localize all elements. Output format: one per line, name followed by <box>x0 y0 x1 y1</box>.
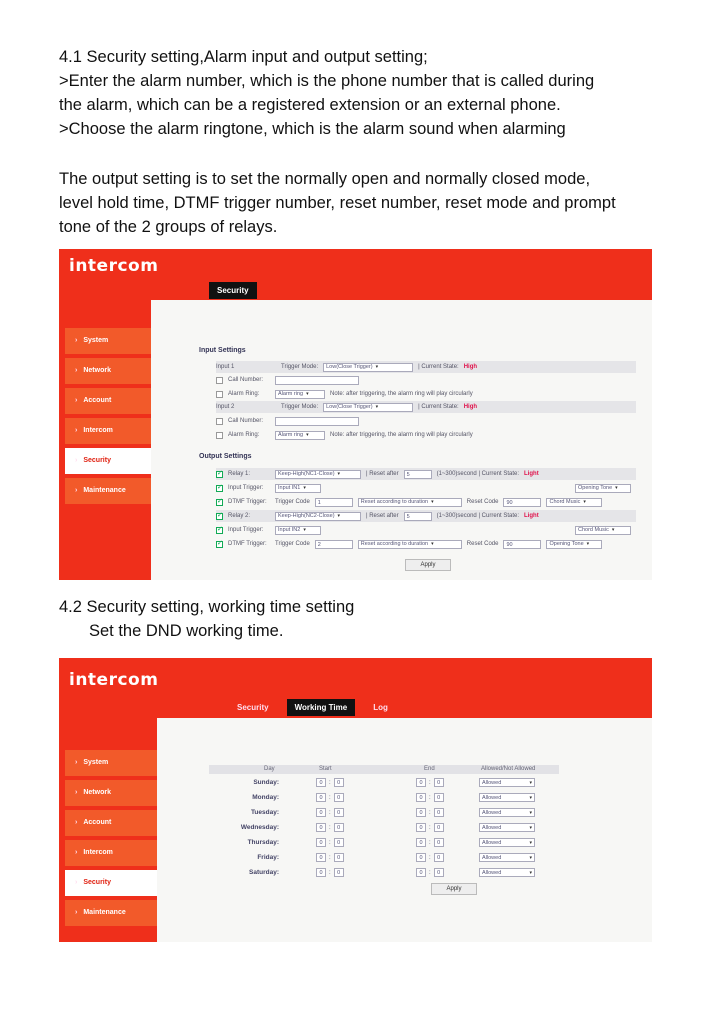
dtmf-trigger-checkbox[interactable] <box>216 499 223 506</box>
tone-select[interactable] <box>575 484 631 493</box>
reset-code-label: Reset Code <box>466 541 499 547</box>
relay1-mode-select[interactable] <box>275 470 361 479</box>
trigger-code-label: Trigger Code <box>275 499 310 505</box>
allowed-select[interactable] <box>479 778 535 787</box>
sidebar-item-intercom[interactable] <box>65 418 151 444</box>
day-row-wednesday <box>209 821 559 835</box>
time-colon: : <box>329 809 331 816</box>
sidebar-item-label: Security <box>83 879 111 886</box>
time-colon: : <box>329 854 331 861</box>
end-hour-input[interactable]: 0 <box>416 778 426 787</box>
alarm-ring-select[interactable] <box>275 431 325 440</box>
end-time <box>416 838 444 847</box>
section-text: Set the DND working time. <box>89 622 284 640</box>
day-row-tuesday <box>209 806 559 820</box>
input1-state: High <box>463 364 478 370</box>
alarm-ring-checkbox[interactable] <box>216 391 223 398</box>
relay2-label: Relay 2: <box>228 513 251 519</box>
time-colon: : <box>429 869 431 876</box>
end-time <box>416 853 444 862</box>
apply-button[interactable]: Apply <box>431 883 477 895</box>
section-4-2-text <box>59 595 679 643</box>
end-time <box>416 808 444 817</box>
start-hour-input[interactable]: 0 <box>316 808 326 817</box>
chevron-down-icon: ▾ <box>529 869 532 876</box>
alarm-note: Note: after triggering, the alarm ring will play circularly <box>330 432 473 438</box>
dtmf-trigger-label: DTMF Trigger: <box>228 499 267 505</box>
top-tabs <box>59 699 652 716</box>
call-number-input[interactable] <box>275 376 359 385</box>
sidebar-item-label: Account <box>83 397 112 404</box>
alarm-ring-value: Alarm ring <box>278 432 304 438</box>
start-time <box>316 838 344 847</box>
allowed-select[interactable] <box>479 838 535 847</box>
relay2-mode-select[interactable] <box>275 512 361 521</box>
allowed-value: Allowed <box>482 869 502 876</box>
start-minute-input[interactable]: 0 <box>334 868 344 877</box>
dtmf-trigger-checkbox[interactable] <box>216 541 223 548</box>
sidebar-item-maintenance[interactable] <box>65 900 157 926</box>
end-hour-input[interactable]: 0 <box>416 823 426 832</box>
day-row-saturday <box>209 866 559 880</box>
text-line: >Enter the alarm number, which is the phone number that is called during <box>59 72 595 90</box>
sidebar-item-label: Maintenance <box>83 909 126 916</box>
current-state-label: | Current State: <box>418 404 459 410</box>
sidebar-item-label: Maintenance <box>83 487 126 494</box>
sidebar-item-network[interactable] <box>65 358 151 384</box>
relay1-mode-value: Keep-High(NC1-Close) <box>278 471 335 477</box>
reset-mode-select[interactable] <box>358 498 462 507</box>
time-colon: : <box>429 809 431 816</box>
reset-mode-select[interactable] <box>358 540 462 549</box>
chevron-right-icon: › <box>75 789 78 796</box>
working-time-header <box>209 765 559 774</box>
chevron-right-icon: › <box>75 337 78 344</box>
end-minute-input[interactable]: 0 <box>434 778 444 787</box>
chevron-down-icon: ▾ <box>303 485 306 491</box>
allowed-value: Allowed <box>482 854 502 861</box>
relay2-input-trigger-row <box>216 524 636 536</box>
day-row-friday <box>209 851 559 865</box>
chevron-down-icon: ▾ <box>306 432 309 438</box>
input-settings-title: Input Settings <box>199 347 246 354</box>
tone-select[interactable] <box>546 498 602 507</box>
relay2-checkbox[interactable] <box>216 513 223 520</box>
day-label: Tuesday: <box>250 809 279 816</box>
input1-call-number-row <box>216 374 636 386</box>
tab-security[interactable]: Security <box>209 282 257 299</box>
dtmf-trigger-label: DTMF Trigger: <box>228 541 267 547</box>
alarm-ring-select[interactable] <box>275 390 325 399</box>
start-time <box>316 823 344 832</box>
start-time <box>316 868 344 877</box>
sidebar-item-label: Account <box>83 819 112 826</box>
chevron-right-icon: › <box>75 487 78 494</box>
time-colon: : <box>429 824 431 831</box>
start-time <box>316 793 344 802</box>
output-setting-text <box>59 167 679 239</box>
input2-alarm-ring-row <box>216 429 636 441</box>
top-tabs <box>59 282 652 299</box>
day-label: Thursday: <box>247 839 279 846</box>
start-time <box>316 853 344 862</box>
section-heading: 4.2 Security setting, working time setting <box>59 598 355 616</box>
chevron-right-icon: › <box>75 457 78 464</box>
input-trigger-label: Input Trigger: <box>228 527 264 533</box>
text-line: level hold time, DTMF trigger number, reset number, reset mode and prompt <box>59 194 616 212</box>
range-label: (1~300)second | Current State: <box>436 471 520 477</box>
start-minute-input[interactable]: 0 <box>334 778 344 787</box>
chevron-down-icon: ▾ <box>337 513 341 519</box>
alarm-ring-label: Alarm Ring: <box>228 391 260 397</box>
reset-code-input[interactable]: 90 <box>503 540 541 549</box>
end-time <box>416 793 444 802</box>
call-number-checkbox[interactable] <box>216 418 223 425</box>
allowed-value: Allowed <box>482 794 502 801</box>
tab-log[interactable]: Log <box>373 703 388 712</box>
sidebar-item-label: Intercom <box>83 427 113 434</box>
start-hour-input[interactable]: 0 <box>316 778 326 787</box>
chevron-right-icon: › <box>75 819 78 826</box>
reset-code-label: Reset Code <box>466 499 499 505</box>
start-hour-input[interactable]: 0 <box>316 838 326 847</box>
day-row-thursday <box>209 836 559 850</box>
chevron-down-icon: ▾ <box>529 854 532 861</box>
tone-value: Opening Tone <box>549 541 584 547</box>
trigger-mode-label: Trigger Mode: <box>281 404 319 410</box>
time-colon: : <box>429 779 431 786</box>
end-minute-input[interactable]: 0 <box>434 823 444 832</box>
input2-row <box>216 401 636 413</box>
section-4-1-text <box>59 45 679 141</box>
relay2-mode-value: Keep-High(NC2-Close) <box>278 513 335 519</box>
call-number-label: Call Number: <box>228 377 264 383</box>
start-minute-input[interactable]: 0 <box>334 838 344 847</box>
start-time <box>316 808 344 817</box>
input-trigger-select[interactable] <box>275 526 321 535</box>
chevron-down-icon: ▾ <box>431 541 434 547</box>
start-hour-input[interactable]: 0 <box>316 793 326 802</box>
relay2-reset-input[interactable]: 5 <box>404 512 432 521</box>
input2-call-number-row <box>216 415 636 427</box>
sidebar <box>65 750 157 930</box>
chevron-right-icon: › <box>75 849 78 856</box>
start-minute-input[interactable]: 0 <box>334 808 344 817</box>
allowed-value: Allowed <box>482 809 502 816</box>
text-line: The output setting is to set the normally open and normally closed mode, <box>59 170 591 188</box>
relay1-reset-input[interactable]: 5 <box>404 470 432 479</box>
input-trigger-checkbox[interactable] <box>216 527 223 534</box>
chevron-right-icon: › <box>75 759 78 766</box>
input2-state: High <box>463 404 478 410</box>
relay2-dtmf-row <box>216 538 636 550</box>
relay2-row <box>216 510 636 522</box>
time-colon: : <box>329 869 331 876</box>
tone-value: Opening Tone <box>578 485 613 491</box>
end-hour-input[interactable]: 0 <box>416 838 426 847</box>
end-minute-input[interactable]: 0 <box>434 808 444 817</box>
trigger-mode-label: Trigger Mode: <box>281 364 319 370</box>
input-trigger-value: Input IN1 <box>278 485 301 491</box>
allowed-select[interactable] <box>479 853 535 862</box>
input-trigger-value: Input IN2 <box>278 527 301 533</box>
call-number-label: Call Number: <box>228 418 264 424</box>
sidebar-item-system[interactable] <box>65 750 157 776</box>
text-line: the alarm, which can be a registered extension or an external phone. <box>59 96 561 114</box>
input-trigger-checkbox[interactable] <box>216 485 223 492</box>
reset-mode-value: Reset according to duration <box>360 499 429 505</box>
chevron-down-icon: ▾ <box>529 779 532 786</box>
day-row-sunday <box>209 776 559 790</box>
tone-value: Chord Music <box>578 527 609 533</box>
time-colon: : <box>329 779 331 786</box>
header-start: Start <box>319 766 332 772</box>
trigger-code-input[interactable]: 1 <box>315 498 353 507</box>
chevron-down-icon: ▾ <box>529 824 532 831</box>
sidebar-item-maintenance[interactable] <box>65 478 151 504</box>
chevron-down-icon: ▾ <box>529 839 532 846</box>
reset-after-label: | Reset after <box>366 471 399 477</box>
sidebar-item-label: Intercom <box>83 849 113 856</box>
start-hour-input[interactable]: 0 <box>316 853 326 862</box>
relay1-state: Light <box>524 471 539 477</box>
alarm-ring-label: Alarm Ring: <box>228 432 260 438</box>
sidebar-item-account[interactable] <box>65 388 151 414</box>
tab-working-time[interactable]: Working Time <box>287 699 356 716</box>
sidebar-item-label: Network <box>83 789 111 796</box>
end-hour-input[interactable]: 0 <box>416 793 426 802</box>
end-time <box>416 823 444 832</box>
alarm-ring-checkbox[interactable] <box>216 432 223 439</box>
call-number-checkbox[interactable] <box>216 377 223 384</box>
chevron-down-icon: ▾ <box>431 499 434 505</box>
day-label: Saturday: <box>249 869 279 876</box>
allowed-value: Allowed <box>482 779 502 786</box>
tone-select[interactable] <box>546 540 602 549</box>
chevron-right-icon: › <box>75 367 78 374</box>
header-end: End <box>424 766 435 772</box>
chevron-down-icon: ▾ <box>611 527 615 533</box>
input1-label: Input 1 <box>216 364 235 370</box>
reset-code-input[interactable]: 90 <box>503 498 541 507</box>
chevron-down-icon: ▾ <box>529 809 532 816</box>
reset-after-label: | Reset after <box>366 513 399 519</box>
sidebar-item-network[interactable] <box>65 780 157 806</box>
current-state-label: | Current State: <box>418 364 459 370</box>
security-settings-screenshot <box>59 249 652 580</box>
relay1-input-trigger-row <box>216 482 636 494</box>
chevron-right-icon: › <box>75 397 78 404</box>
sidebar-item-security[interactable] <box>65 870 157 896</box>
intercom-logo: intercom <box>69 256 159 276</box>
chevron-down-icon: ▾ <box>337 471 341 477</box>
end-minute-input[interactable]: 0 <box>434 853 444 862</box>
input2-label: Input 2 <box>216 404 235 410</box>
allowed-value: Allowed <box>482 824 502 831</box>
end-time <box>416 778 444 787</box>
time-colon: : <box>429 839 431 846</box>
sidebar-item-system[interactable] <box>65 328 151 354</box>
day-label: Monday: <box>252 794 279 801</box>
alarm-note: Note: after triggering, the alarm ring will play circularly <box>330 391 473 397</box>
start-minute-input[interactable]: 0 <box>334 823 344 832</box>
input-trigger-label: Input Trigger: <box>228 485 264 491</box>
chevron-down-icon: ▾ <box>583 499 586 505</box>
relay1-label: Relay 1: <box>228 471 251 477</box>
sidebar-item-security[interactable] <box>65 448 151 474</box>
range-label: (1~300)second | Current State: <box>436 513 520 519</box>
input1-mode-select[interactable] <box>323 363 413 372</box>
trigger-code-input[interactable]: 2 <box>315 540 353 549</box>
end-minute-input[interactable]: 0 <box>434 838 444 847</box>
allowed-select[interactable] <box>479 823 535 832</box>
day-label: Wednesday: <box>240 824 279 831</box>
time-colon: : <box>329 839 331 846</box>
day-row-monday <box>209 791 559 805</box>
allowed-select[interactable] <box>479 868 535 877</box>
input-trigger-select[interactable] <box>275 484 321 493</box>
sidebar-item-label: System <box>83 337 109 344</box>
tone-select[interactable] <box>575 526 631 535</box>
start-hour-input[interactable]: 0 <box>316 823 326 832</box>
chevron-right-icon: › <box>75 427 78 434</box>
allowed-value: Allowed <box>482 839 502 846</box>
chevron-down-icon: ▾ <box>615 485 618 491</box>
allowed-select[interactable] <box>479 793 535 802</box>
header-allowed: Allowed/Not Allowed <box>481 766 536 772</box>
intercom-logo: intercom <box>69 670 159 690</box>
chevron-down-icon: ▾ <box>306 391 309 397</box>
day-label: Sunday: <box>253 779 279 786</box>
day-label: Friday: <box>257 854 279 861</box>
chevron-right-icon: › <box>75 879 78 886</box>
chevron-down-icon: ▾ <box>375 364 379 370</box>
input2-mode-select[interactable] <box>323 403 413 412</box>
end-hour-input[interactable]: 0 <box>416 853 426 862</box>
sidebar <box>65 328 151 508</box>
input1-alarm-ring-row <box>216 388 636 400</box>
text-line: tone of the 2 groups of relays. <box>59 218 278 236</box>
chevron-down-icon: ▾ <box>303 527 306 533</box>
text-line: >Choose the alarm ringtone, which is the alarm sound when alarming <box>59 120 566 138</box>
output-settings-title: Output Settings <box>199 453 252 460</box>
sidebar-item-intercom[interactable] <box>65 840 157 866</box>
tab-security[interactable]: Security <box>237 703 269 712</box>
working-time-screenshot <box>59 658 652 942</box>
sidebar-item-label: Security <box>83 457 111 464</box>
chevron-down-icon: ▾ <box>529 794 532 801</box>
start-hour-input[interactable]: 0 <box>316 868 326 877</box>
relay1-row <box>216 468 636 480</box>
chevron-right-icon: › <box>75 909 78 916</box>
end-minute-input[interactable]: 0 <box>434 868 444 877</box>
apply-button[interactable]: Apply <box>405 559 451 571</box>
input1-mode-value: Low(Close Trigger) <box>326 364 373 370</box>
sidebar-item-account[interactable] <box>65 810 157 836</box>
input1-row <box>216 361 636 373</box>
allowed-select[interactable] <box>479 808 535 817</box>
alarm-ring-value: Alarm ring <box>278 391 304 397</box>
relay1-checkbox[interactable] <box>216 471 223 478</box>
header-day: Day <box>264 766 275 772</box>
reset-mode-value: Reset according to duration <box>360 541 429 547</box>
relay2-state: Light <box>524 513 539 519</box>
input2-mode-value: Low(Close Trigger) <box>326 404 373 410</box>
sidebar-item-label: Network <box>83 367 111 374</box>
time-colon: : <box>429 854 431 861</box>
call-number-input[interactable] <box>275 417 359 426</box>
chevron-down-icon: ▾ <box>375 404 379 410</box>
start-time <box>316 778 344 787</box>
text-line: 4.1 Security setting,Alarm input and output setting; <box>59 48 428 66</box>
tone-value: Chord Music <box>549 499 581 505</box>
end-hour-input[interactable]: 0 <box>416 868 426 877</box>
relay1-dtmf-row <box>216 496 636 508</box>
time-colon: : <box>329 824 331 831</box>
start-minute-input[interactable]: 0 <box>334 793 344 802</box>
trigger-code-label: Trigger Code <box>275 541 310 547</box>
chevron-down-icon: ▾ <box>586 541 590 547</box>
end-time <box>416 868 444 877</box>
time-colon: : <box>429 794 431 801</box>
sidebar-item-label: System <box>83 759 109 766</box>
end-minute-input[interactable]: 0 <box>434 793 444 802</box>
time-colon: : <box>329 794 331 801</box>
start-minute-input[interactable]: 0 <box>334 853 344 862</box>
end-hour-input[interactable]: 0 <box>416 808 426 817</box>
